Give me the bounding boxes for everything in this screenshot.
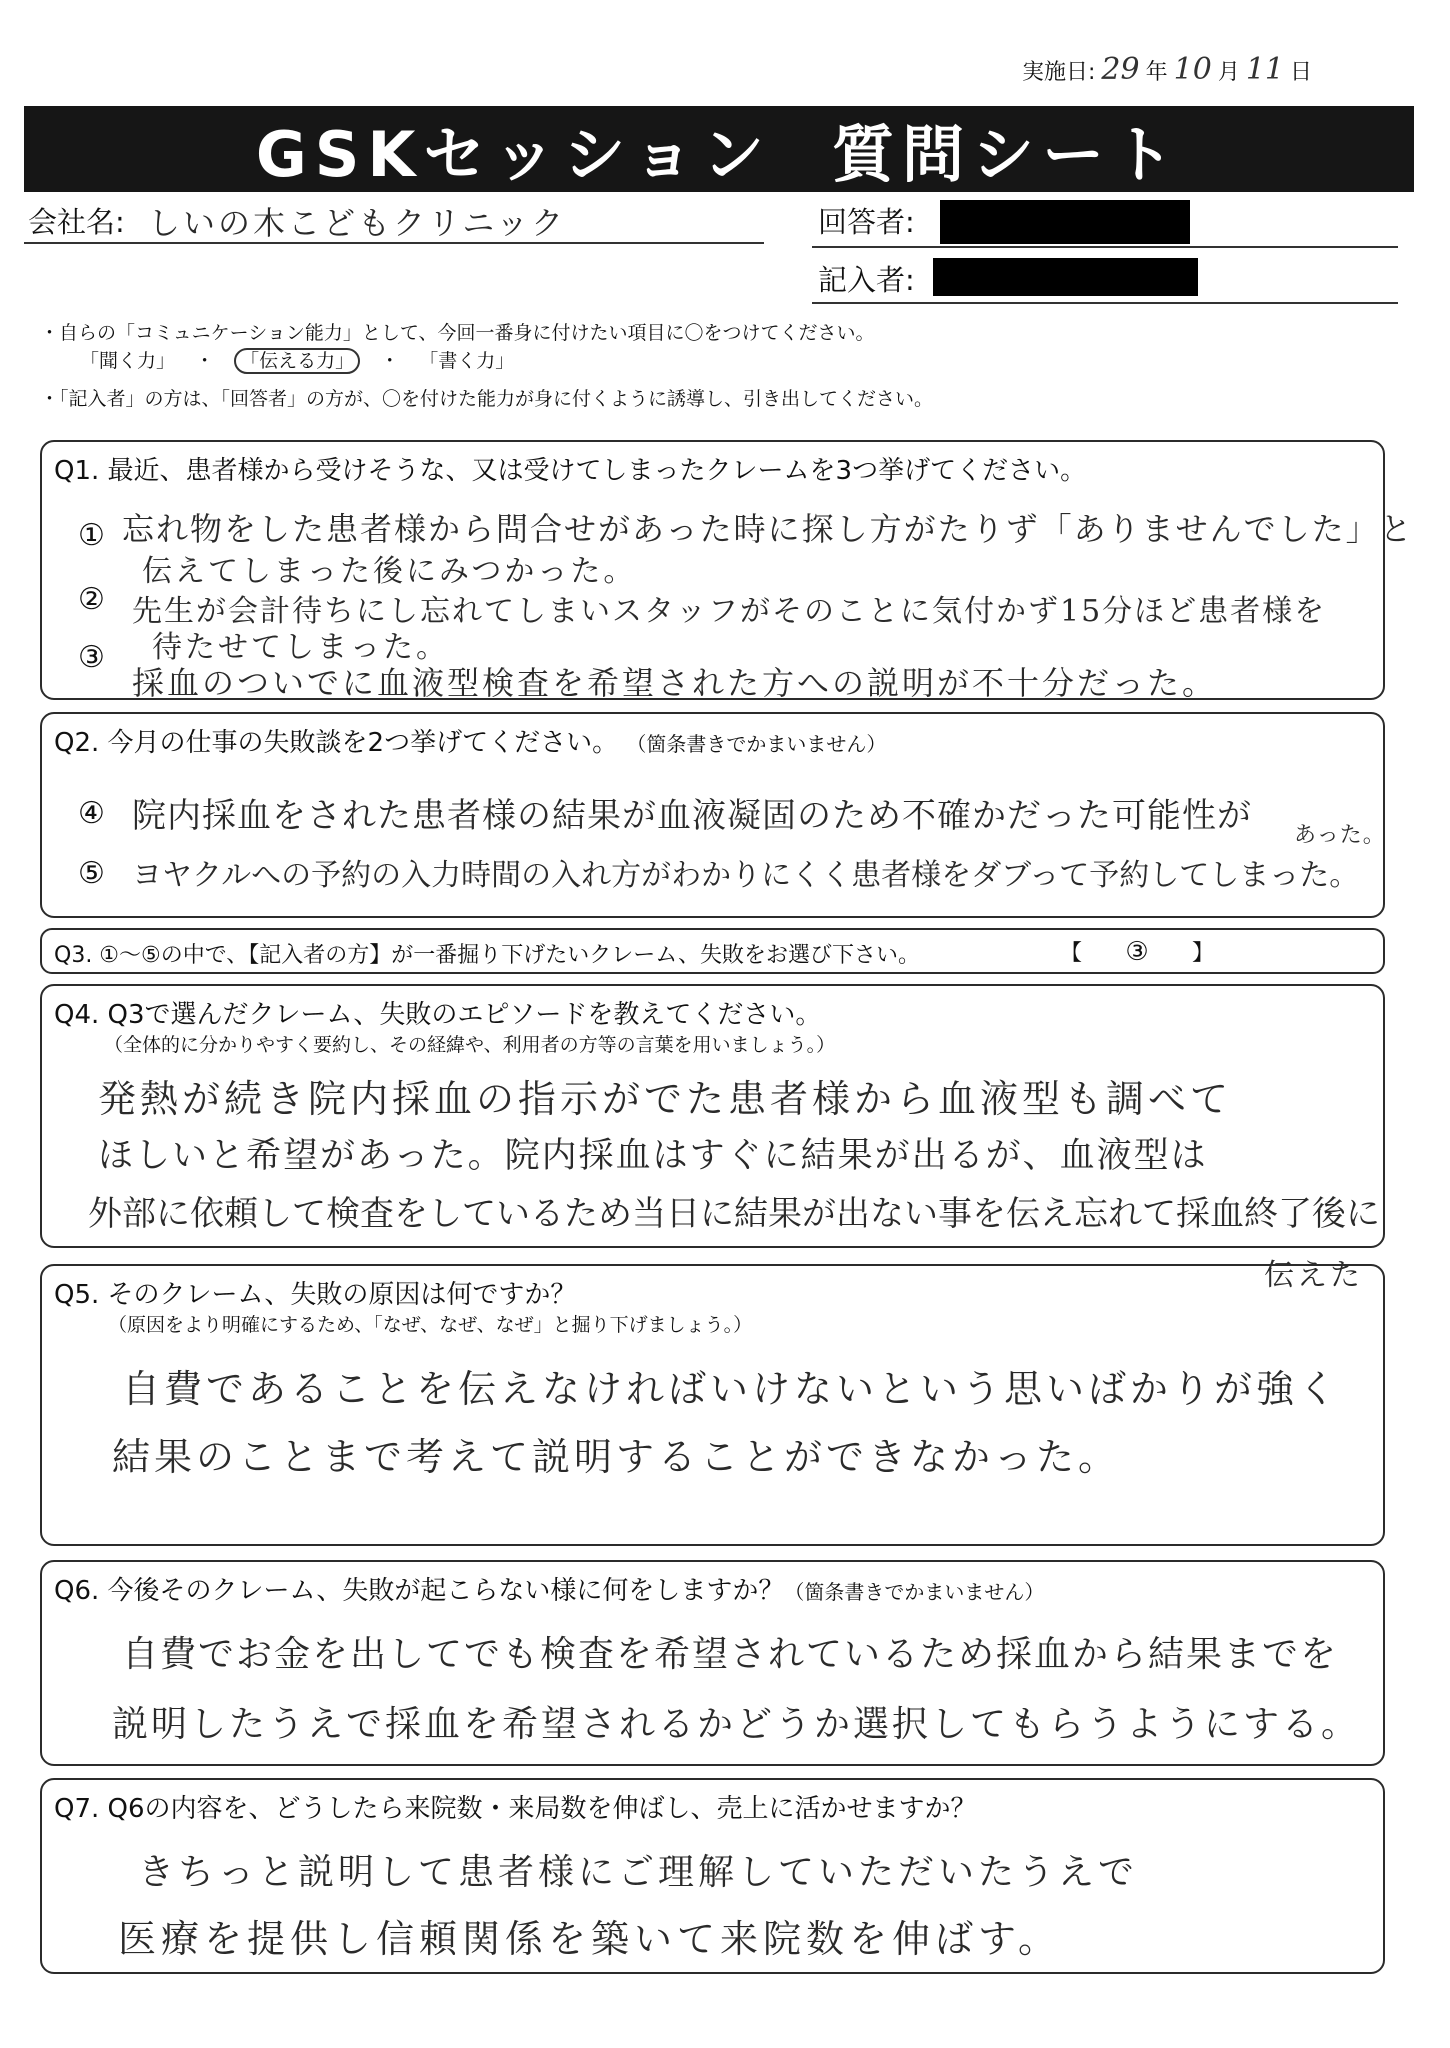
q2-title: [54, 722, 886, 759]
q2-answer-line-1: 院内採血をされた患者様の結果が血液凝固のため不確かだった可能性が: [132, 796, 1252, 836]
q4-answer-line-3: 外部に依頼して検査をしているため当日に結果が出ない事を伝え忘れて採血終了後に: [88, 1194, 1380, 1234]
q4-answer-line-3-continued: 伝えた: [1264, 1258, 1363, 1293]
q5-answer-line-1: 自費であることを伝えなければいけないという思いばかりが強く: [122, 1367, 1341, 1411]
q4-answer-line-2: ほしいと希望があった。院内採血はすぐに結果が出るが、血液型は: [98, 1136, 1208, 1176]
q4-box: [40, 984, 1385, 1248]
q1-title: Q1. 最近、患者様から受けそうな、又は受けてしまったクレームを3つ挙げてください。: [54, 456, 1087, 486]
date-month-value: 10: [1173, 52, 1212, 87]
q6-title: [54, 1570, 1044, 1607]
date-day-value: 11: [1245, 52, 1285, 87]
q2-number-5: ⑤: [78, 856, 105, 891]
option-separator: ・: [380, 350, 400, 372]
ability-options: [80, 346, 514, 373]
q6-answer-line-2: 説明したうえで採血を希望されるかどうか選択してもらうようにする。: [112, 1704, 1361, 1745]
respondent-underline: [812, 246, 1398, 248]
q7-answer-line-1: きちっと説明して患者様にご理解していただいたうえで: [138, 1852, 1139, 1893]
year-unit: 年: [1145, 60, 1168, 85]
q5-box: [40, 1264, 1385, 1546]
q1-number-3: ③: [78, 640, 105, 675]
title-banner: [24, 106, 1414, 192]
q2-number-4: ④: [78, 796, 105, 831]
month-unit: 月: [1217, 60, 1240, 85]
q1-answer-line-5: 採血のついでに血液型検査を希望された方への説明が不十分だった。: [132, 664, 1218, 702]
respondent-label: 回答者:: [818, 205, 915, 239]
q3-box: [40, 928, 1385, 974]
company-underline: [24, 242, 764, 244]
q2-box: [40, 712, 1385, 918]
instruction-line-2: ・「記入者」の方は、「回答者」の方が、〇を付けた能力が身に付くように誘導し、引き出してください。: [40, 388, 934, 410]
day-unit: 日: [1290, 60, 1313, 85]
company-label: 会社名:: [28, 205, 125, 239]
q1-answer-line-3: 先生が会計待ちにし忘れてしまいスタッフがそのことに気付かず15分ほど患者様を: [132, 594, 1327, 629]
q1-number-2: ②: [78, 582, 105, 617]
company-value: しいの木こどもクリニック: [148, 204, 567, 242]
q2-answer-line-2: ヨヤクルへの予約の入力時間の入れ方がわかりにくく患者様をダブって予約してしまった。: [132, 858, 1360, 893]
q7-answer-line-2: 医療を提供し信頼関係を築いて来院数を伸ばす。: [118, 1917, 1061, 1961]
option-separator: ・: [195, 350, 215, 372]
date-year-value: 29: [1101, 52, 1140, 87]
instruction-line-1: ・自らの「コミュニケーション能力」として、今回一番身に付けたい項目に〇をつけてください。: [40, 322, 875, 344]
writer-underline: [812, 302, 1398, 304]
q2-answer-line-1-continued: あった。: [1294, 823, 1386, 848]
q4-title: Q4. Q3で選んだクレーム、失敗のエピソードを教えてください。: [54, 1000, 822, 1030]
q1-answer-line-2: 伝えてしまった後にみつかった。: [142, 554, 637, 589]
q4-subtitle: （全体的に分かりやすく要約し、その経緯や、利用者の方等の言葉を用いましょう。）: [104, 1034, 836, 1056]
q5-subtitle: （原因をより明確にするため、「なぜ、なぜ、なぜ」と掘り下げましょう。）: [108, 1314, 753, 1336]
q5-title: Q5. そのクレーム、失敗の原因は何ですか？: [54, 1280, 577, 1310]
q3-answer-bracket: [1060, 936, 1214, 967]
title-left: GSKセッション: [255, 117, 773, 191]
option-listen: 「聞く力」: [80, 350, 176, 372]
q2-title-text: Q2. 今月の仕事の失敗談を2つ挙げてください。: [54, 728, 619, 758]
option-write: 「書く力」: [419, 350, 515, 372]
title-right: 質問シート: [832, 117, 1183, 191]
option-convey: 「伝える力」: [234, 348, 360, 374]
q7-box: [40, 1778, 1385, 1974]
q1-answer-line-1: 忘れ物をした患者様から問合せがあった時に探し方がたりず「ありませんでした」と: [122, 510, 1414, 548]
q1-number-1: ①: [78, 518, 105, 553]
q1-box: [40, 440, 1414, 702]
q6-answer-line-1: 自費でお金を出してでも検査を希望されているため採血から結果までを: [122, 1634, 1339, 1675]
q3-title: Q3. ①～⑤の中で、【記入者の方】が一番掘り下げたいクレーム、失敗をお選び下さい。: [54, 943, 920, 968]
q7-title: Q7. Q6の内容を、どうしたら来院数・来局数を伸ばし、売上に活かせますか？: [54, 1794, 977, 1824]
q6-note: （箇条書きでかまいません）: [784, 1580, 1045, 1604]
writer-redaction: [933, 258, 1198, 296]
date-label: 実施日:: [1022, 60, 1096, 85]
implementation-date: [1022, 52, 1312, 87]
q1-answer-line-4: 待たせてしまった。: [152, 630, 449, 665]
respondent-redaction: [940, 200, 1190, 244]
q5-answer-line-2: 結果のことまで考えて説明することができなかった。: [112, 1435, 1121, 1479]
q2-note: （箇条書きでかまいません）: [626, 732, 887, 756]
writer-label: 記入者:: [818, 263, 915, 297]
q3-bracket-open: 【: [1060, 941, 1083, 966]
q6-box: [40, 1560, 1385, 1766]
q6-title-text: Q6. 今後そのクレーム、失敗が起こらない様に何をしますか？: [54, 1576, 785, 1606]
q3-bracket-close: 】: [1192, 941, 1215, 966]
q3-answer: ③: [1125, 937, 1149, 967]
q4-answer-line-1: 発熱が続き院内採血の指示がでた患者様から血液型も調べて: [98, 1077, 1233, 1121]
